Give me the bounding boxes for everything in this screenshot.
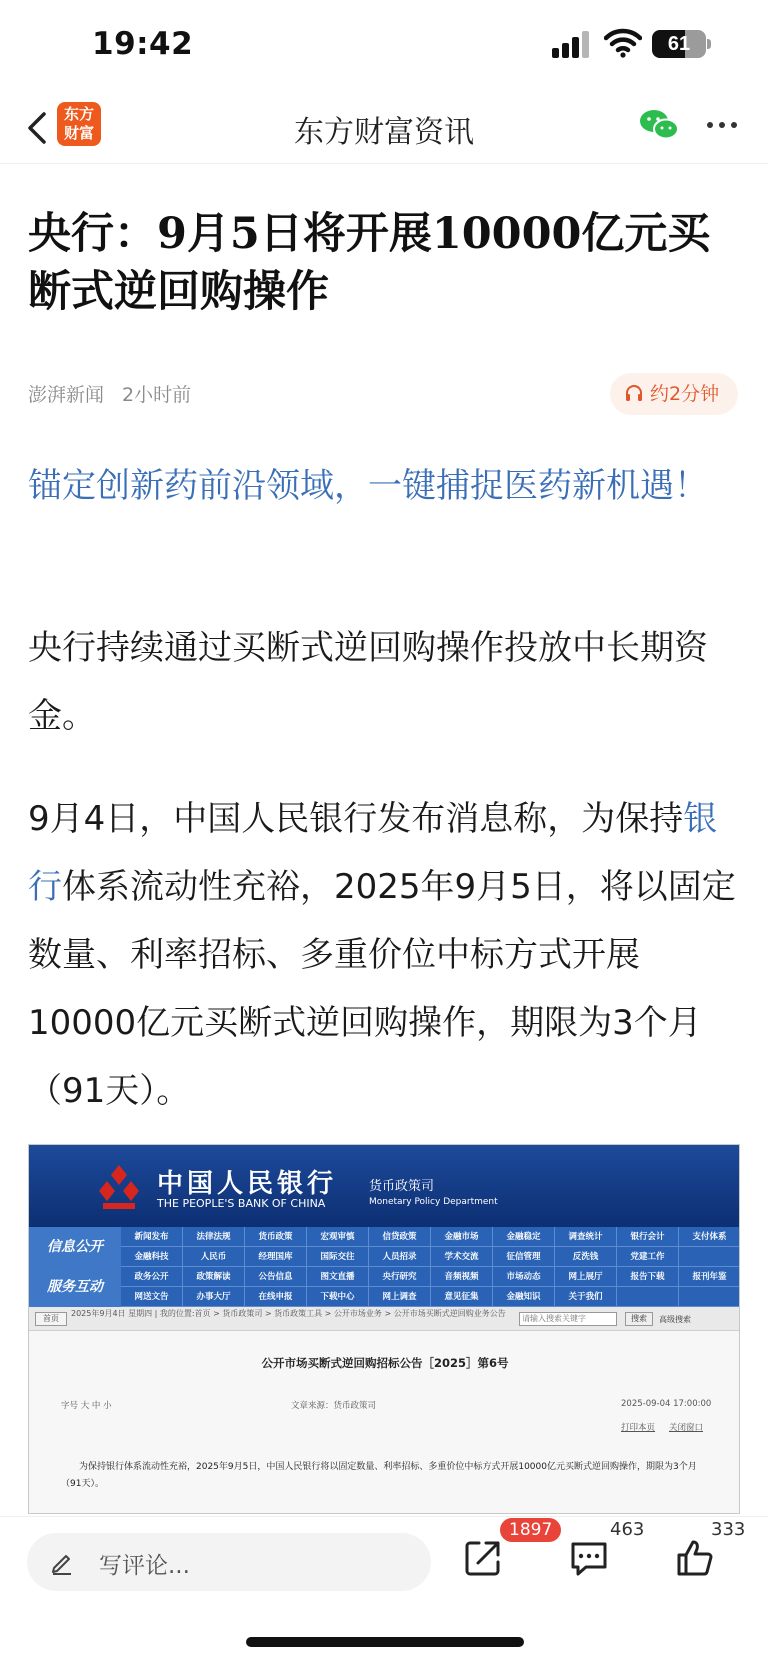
pboc-print-link: 打印本页 xyxy=(621,1423,656,1433)
pboc-menu-row1-item: 金融市场 xyxy=(431,1227,493,1247)
read-time-label: 约2分钟 xyxy=(650,383,720,405)
pboc-menu-row1-item: 人民币 xyxy=(183,1247,245,1267)
pboc-menu-row2-item: 音频视频 xyxy=(431,1267,493,1287)
article-source: 澎湃新闻 xyxy=(28,384,105,406)
like-count: 333 xyxy=(711,1519,746,1540)
pboc-dept-en: Monetary Policy Department xyxy=(369,1197,498,1207)
pboc-menu-row2-item: 市场动态 xyxy=(493,1267,555,1287)
pboc-close-link: 关闭窗口 xyxy=(669,1423,704,1433)
pboc-doc xyxy=(29,1331,740,1514)
pboc-menu-row1-item: 信贷政策 xyxy=(369,1227,431,1247)
pboc-menu-row2-item: 网上调查 xyxy=(369,1287,431,1307)
battery-icon xyxy=(652,30,706,58)
wechat-icon[interactable] xyxy=(638,107,680,143)
pboc-menu-row1-item: 法律法规 xyxy=(183,1227,245,1247)
pboc-name-en: THE PEOPLE'S BANK OF CHINA xyxy=(157,1197,326,1210)
pboc-breadcrumb: 2025年9月4日 星期四 | 我的位置:首页 > 货币政策司 > 货币政策工具 > 公开市场业务 > 公开市场买断式逆回购业务公告 xyxy=(71,1309,506,1318)
pboc-menu-row1-item: 新闻发布 xyxy=(121,1227,183,1247)
pboc-menu-row2-item: 央行研究 xyxy=(369,1267,431,1287)
pboc-menu-row1-item: 金融科技 xyxy=(121,1247,183,1267)
pboc-menu-row1-item: 征信管理 xyxy=(493,1247,555,1267)
pboc-doc-source: 文章来源：货币政策司 xyxy=(291,1401,377,1411)
paragraph-1: 央行持续通过买断式逆回购操作投放中长期资金。 xyxy=(28,628,708,736)
pboc-banner xyxy=(29,1145,740,1227)
pboc-menu-row2-item: 办事大厅 xyxy=(183,1287,245,1307)
share-count-badge: 1897 xyxy=(500,1518,561,1542)
pboc-menu-row2 xyxy=(121,1267,740,1307)
pboc-menu-row1-item: 人员招录 xyxy=(369,1247,431,1267)
pboc-menu-row2-item: 关于我们 xyxy=(555,1287,617,1307)
pboc-search-button: 搜索 xyxy=(625,1312,653,1326)
status-bar xyxy=(0,0,768,92)
pboc-menu-row2-item: 图文直播 xyxy=(307,1267,369,1287)
pboc-menu-row1-item: 宏观审慎 xyxy=(307,1227,369,1247)
bank-link[interactable]: 银行 xyxy=(28,799,718,907)
pboc-menu-row1-item: 支付体系 xyxy=(679,1227,740,1247)
pboc-dept-cn: 货币政策司 xyxy=(369,1179,435,1194)
pboc-menu-row1-item: 党建工作 xyxy=(617,1247,679,1267)
nav-bar xyxy=(0,92,768,164)
pboc-menu-row2-item xyxy=(617,1287,679,1307)
battery-label: 61 xyxy=(667,33,691,55)
home-indicator xyxy=(246,1637,524,1647)
article-image[interactable] xyxy=(28,1144,740,1514)
pboc-name-cn: 中国人民银行 xyxy=(157,1169,338,1199)
comment-placeholder: 写评论... xyxy=(99,1553,190,1579)
pboc-doc-title: 公开市场买断式逆回购招标公告［2025］第6号 xyxy=(261,1356,509,1370)
pboc-menu-row1 xyxy=(121,1227,740,1267)
wifi-icon xyxy=(604,28,642,58)
pboc-menu-row1-item: 金融稳定 xyxy=(493,1227,555,1247)
pboc-menu-row1-item: 国际交往 xyxy=(307,1247,369,1267)
pboc-doc-text: 为保持银行体系流动性充裕，2025年9月5日，中国人民银行将以固定数量、利率招标、多重价位中标方式开展10000亿元买断式逆回购操作，期限为3个月（91天）。 xyxy=(61,1462,697,1489)
listen-button[interactable] xyxy=(610,373,738,415)
pboc-breadcrumb-bar xyxy=(29,1307,740,1331)
pboc-menu-row2-item: 网上展厅 xyxy=(555,1267,617,1287)
comment-count: 463 xyxy=(610,1519,645,1540)
paragraph-2 xyxy=(28,785,740,1125)
pboc-search-input: 请输入搜索关键字 xyxy=(519,1312,617,1326)
article-title: 央行：9月5日将开展10000亿元买断式逆回购操作 xyxy=(28,209,711,317)
pboc-menu-row1-item: 调查统计 xyxy=(555,1227,617,1247)
comment-input[interactable] xyxy=(27,1533,431,1591)
pboc-menu-row2-item: 网送文告 xyxy=(121,1287,183,1307)
pboc-menu-row2-item: 报刊年鉴 xyxy=(679,1267,740,1287)
pboc-home-button: 首页 xyxy=(35,1312,67,1326)
pboc-doc-date: 2025-09-04 17:00:00 xyxy=(621,1399,712,1409)
paragraph-2-start: 9月4日，中国人民银行发布消息称，为保持 xyxy=(28,799,684,839)
like-button[interactable] xyxy=(674,1537,716,1579)
pboc-menu xyxy=(29,1227,740,1307)
signal-icon xyxy=(552,30,594,58)
app-logo[interactable]: 东方财富 xyxy=(57,102,101,146)
pboc-menu-row2-item: 金融知识 xyxy=(493,1287,555,1307)
pboc-menu-row1-item xyxy=(679,1247,740,1267)
pen-icon xyxy=(49,1549,75,1575)
more-icon[interactable] xyxy=(704,112,740,140)
pboc-menu-row1-item: 反洗钱 xyxy=(555,1247,617,1267)
status-time: 19:42 xyxy=(92,26,194,62)
pboc-emblem-icon xyxy=(93,1161,145,1213)
pboc-menu-row2-item: 意见征集 xyxy=(431,1287,493,1307)
pboc-advanced-search: 高级搜索 xyxy=(659,1315,691,1324)
pboc-menu-row2-item: 报告下载 xyxy=(617,1267,679,1287)
article-meta xyxy=(28,380,191,407)
pboc-menu-row2-item: 政务公开 xyxy=(121,1267,183,1287)
pboc-menu-row2-item: 公告信息 xyxy=(245,1267,307,1287)
nav-title: 东方财富资讯 xyxy=(294,115,474,150)
paragraph-2-end: 体系流动性充裕，2025年9月5日，将以固定数量、利率招标、多重价位中标方式开展10000亿元买断式逆回购操作，期限为3个月（91天）。 xyxy=(28,867,736,1111)
promo-link[interactable]: 锚定创新药前沿领域，一键捕捉医药新机遇！ xyxy=(28,466,708,506)
comment-button[interactable] xyxy=(568,1537,610,1579)
headphones-icon xyxy=(624,383,644,403)
battery-nub xyxy=(707,39,711,49)
pboc-menu-row2-item xyxy=(679,1287,740,1307)
pboc-menu-row1-item: 学术交流 xyxy=(431,1247,493,1267)
pboc-font-size: 字号 大 中 小 xyxy=(61,1401,112,1411)
pboc-row1-label: 信息公开 xyxy=(29,1227,121,1267)
article-time: 2小时前 xyxy=(122,384,192,406)
pboc-menu-row2-item: 下载中心 xyxy=(307,1287,369,1307)
pboc-menu-row2-item: 在线申报 xyxy=(245,1287,307,1307)
share-button[interactable] xyxy=(462,1537,504,1579)
pboc-menu-row2-item: 政策解读 xyxy=(183,1267,245,1287)
pboc-menu-row1-item: 货币政策 xyxy=(245,1227,307,1247)
pboc-menu-row1-item: 银行会计 xyxy=(617,1227,679,1247)
pboc-menu-row1-item: 经理国库 xyxy=(245,1247,307,1267)
pboc-row2-label: 服务互动 xyxy=(29,1267,121,1307)
